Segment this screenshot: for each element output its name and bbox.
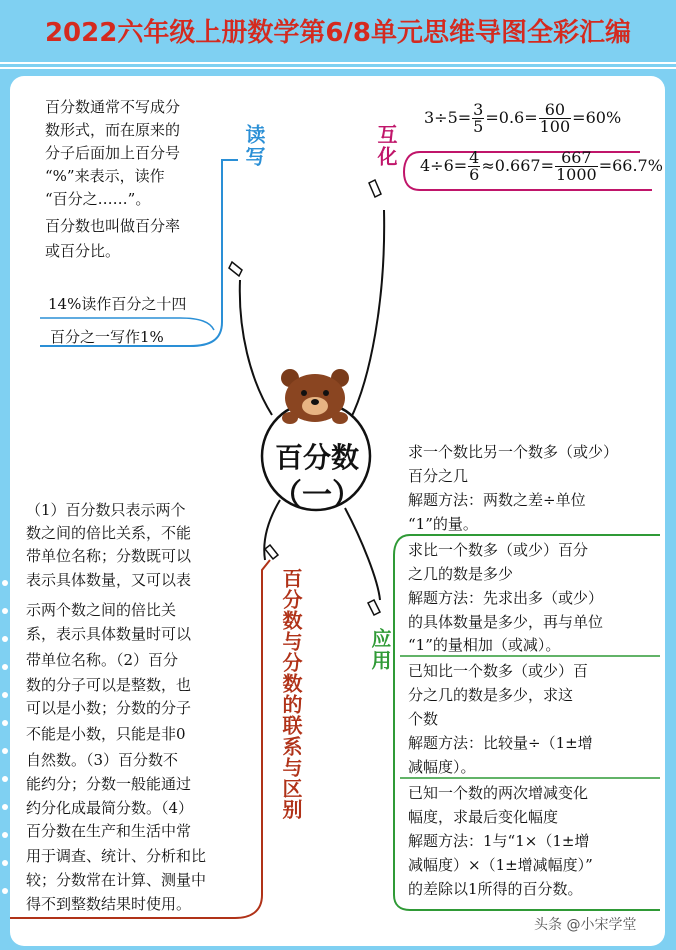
formula-text: =60% xyxy=(572,108,622,127)
formula-text: =66.7% xyxy=(598,156,663,175)
text-line: 求比一个数多（或少）百分 xyxy=(408,541,589,559)
bear-illustration xyxy=(281,369,349,424)
fraction-denominator: 5 xyxy=(473,117,484,136)
text-line: 示两个数之间的倍比关 xyxy=(26,601,177,619)
formula-text: =0.6= xyxy=(485,108,538,127)
text-line: 已知一个数的两次增减变化 xyxy=(408,784,589,802)
fraction-numerator: 667 xyxy=(555,150,598,167)
fraction-denominator: 100 xyxy=(539,117,571,136)
formula-text: 4÷6= xyxy=(420,156,468,175)
text-line: 百分数也叫做百分率 xyxy=(45,217,181,235)
fraction xyxy=(539,102,572,135)
text-line: 解题方法：比较量÷（1±增 xyxy=(408,734,593,752)
text-line: （1）百分数只表示两个 xyxy=(26,501,186,519)
text-line: 数形式，而在原来的 xyxy=(45,121,181,139)
text-line: 带单位名称；分数既可以 xyxy=(26,547,192,565)
text-line: 减幅度）。 xyxy=(408,758,476,776)
page-title: 2022六年级上册数学第6/8单元思维导图全彩汇编 xyxy=(44,18,632,48)
text-line: 可以是小数；分数的分子 xyxy=(26,699,192,717)
text-line: 或百分比。 xyxy=(45,242,121,260)
text-line: 不能是小数，只能是非0 xyxy=(26,725,186,743)
fraction xyxy=(555,150,598,183)
text-line: 数之间的倍比关系，不能 xyxy=(26,524,192,542)
text-line: 表示具体数量，又可以表 xyxy=(26,571,192,589)
text-line: 幅度，求最后变化幅度 xyxy=(408,808,559,826)
formula-text: 3÷5= xyxy=(424,108,472,127)
example-line: 百分之一写作1% xyxy=(50,328,164,346)
connector-read-write xyxy=(240,280,272,415)
formula-text: ≈0.667= xyxy=(481,156,554,175)
connector-application xyxy=(345,508,380,600)
text-line: 系，表示具体数量时可以 xyxy=(26,625,192,643)
text-line: 数的分子可以是整数，也 xyxy=(26,676,192,694)
text-line: 的差除以1所得的百分数。 xyxy=(408,880,583,898)
text-line: 约分化成最简分数。（4） xyxy=(26,799,194,817)
text-line: 分之几的数是多少，求这 xyxy=(408,686,574,704)
text-line: 之几的数是多少 xyxy=(408,565,514,583)
fraction xyxy=(472,102,484,135)
text-line: 自然数。（3）百分数不 xyxy=(26,751,179,769)
center-topic-title: 百分数 xyxy=(274,441,359,474)
text-line: 个数 xyxy=(408,710,439,728)
fraction-denominator: 1000 xyxy=(555,165,597,184)
fraction-numerator: 60 xyxy=(539,102,572,119)
text-line: 减幅度）×（1±增减幅度）” xyxy=(408,856,593,874)
text-line: 带单位名称。（2）百分 xyxy=(26,651,179,669)
watermark: 头条 @小宋学堂 xyxy=(530,913,640,935)
center-topic-subtitle: （一） xyxy=(272,478,362,513)
fraction-denominator: 6 xyxy=(469,165,480,184)
text-line: 解题方法：1与“1×（1±增 xyxy=(408,832,590,850)
text-line: 求一个数比另一个数多（或少） xyxy=(408,443,619,461)
text-line: “1”的量相加（或减）。 xyxy=(408,636,561,654)
example-line: 14%读作百分之十四 xyxy=(48,295,187,313)
text-line: 得不到整数结果时使用。 xyxy=(26,895,192,913)
connector-convert xyxy=(350,210,384,420)
branch-label-read-write: 读写 xyxy=(242,124,266,168)
text-line: “%”来表示，读作 xyxy=(45,167,165,185)
text-line: 较；分数常在计算、测量中 xyxy=(26,871,207,889)
formula-line-2 xyxy=(420,150,663,183)
branch-label-relation: 百分数与分数的联系与区别 xyxy=(279,568,303,820)
fraction-numerator: 3 xyxy=(473,100,484,119)
text-line: 能约分；分数一般能通过 xyxy=(26,775,192,793)
fraction-numerator: 4 xyxy=(469,148,480,167)
text-line: 已知比一个数多（或少）百 xyxy=(408,662,589,680)
text-line: 解题方法：两数之差÷单位 xyxy=(408,491,586,509)
text-line: 用于调查、统计、分析和比 xyxy=(26,847,207,865)
text-line: 分子后面加上百分号 xyxy=(45,144,181,162)
text-line: 的具体数量是多少，再与单位 xyxy=(408,613,604,631)
text-line: 解题方法：先求出多（或少） xyxy=(408,589,604,607)
branch-label-application: 应用 xyxy=(368,628,392,672)
text-line: “百分之……”。 xyxy=(45,190,151,208)
branch-label-convert: 互化 xyxy=(374,124,398,168)
fraction xyxy=(468,150,480,183)
text-line: 百分之几 xyxy=(408,467,469,485)
text-line: 百分数通常不写成分 xyxy=(45,98,181,116)
formula-line-1 xyxy=(424,102,621,135)
text-line: 百分数在生产和生活中常 xyxy=(26,822,192,840)
text-line: “1”的量。 xyxy=(408,515,478,533)
